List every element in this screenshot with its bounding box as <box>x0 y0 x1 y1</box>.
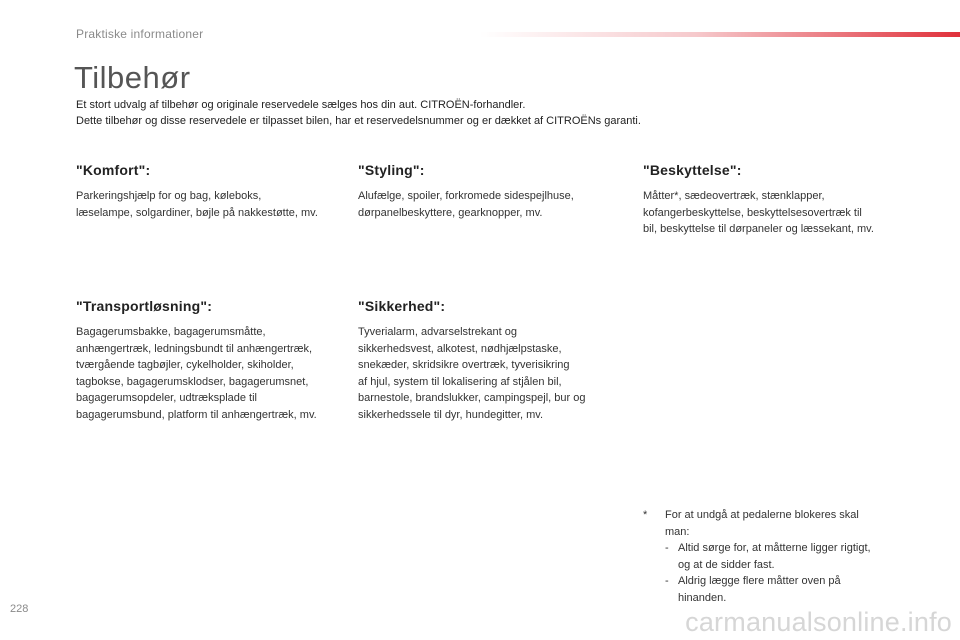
section-label: Praktiske informationer <box>76 27 204 41</box>
text-line: anhængertræk, ledningsbundt til anhængertræk, <box>76 342 313 355</box>
text-line: Tyverialarm, advarselstrekant og <box>358 326 517 338</box>
text-line: læselampe, solgardiner, bøjle på nakkestøtte, mv. <box>76 206 318 219</box>
text-line: kofangerbeskyttelse, beskyttelsesovertræk til <box>643 206 862 219</box>
text-line: snekæder, skridsikre overtræk, tyverisikring <box>358 359 570 371</box>
text-line: og at de sidder fast. <box>678 558 775 571</box>
page-number: 228 <box>10 603 29 615</box>
text-line: af hjul, system til lokalisering af stjålen bil, <box>358 375 562 388</box>
text-line: barnestole, brandslukker, campingspejl, bur og <box>358 392 586 404</box>
footnote <box>643 507 913 606</box>
category-beskyttelse <box>643 162 913 238</box>
category-text <box>76 324 351 423</box>
text-line: bagagerumsopdeler, udtræksplade til <box>76 392 258 404</box>
category-styling <box>358 162 633 221</box>
list-dash: - <box>665 542 669 554</box>
text-line: dørpanelbeskyttere, gearknopper, mv. <box>358 206 543 219</box>
intro-line: Et stort udvalg af tilbehør og originale reservedele sælges hos din aut. CITROËN-forhandler. <box>76 99 526 111</box>
footnote-item <box>665 540 913 573</box>
category-title: "Komfort": <box>76 162 151 178</box>
text-line: Bagagerumsbakke, bagagerumsmåtte, <box>76 326 266 338</box>
category-title: "Transportløsning": <box>76 298 213 314</box>
list-dash: - <box>665 575 669 587</box>
page-title: Tilbehør <box>74 60 191 95</box>
footnote-marker: * <box>643 509 648 521</box>
text-line: Aldrig lægge flere måtter oven på <box>678 575 841 587</box>
text-line: tværgående tagbøjler, cykelholder, skiholder, <box>76 359 294 371</box>
header-accent-bar <box>480 32 960 37</box>
footnote-intro <box>665 507 913 540</box>
text-line: bil, beskyttelse til dørpaneler og læssekant, mv. <box>643 223 874 235</box>
intro-line: Dette tilbehør og disse reservedele er tilpasset bilen, har et reservedelsnummer og er dækket af CITROËNs garanti. <box>76 114 641 127</box>
watermark: carmanualsonline.info <box>685 607 952 637</box>
category-title: "Sikkerhed": <box>358 298 446 314</box>
text-line: sikkerhedssele til dyr, hundegitter, mv. <box>358 408 544 421</box>
category-title: "Beskyttelse": <box>643 162 742 178</box>
text-line: Alufælge, spoiler, forkromede sidespejlhuse, <box>358 190 574 202</box>
category-komfort <box>76 162 351 221</box>
text-line: hinanden. <box>678 591 727 604</box>
text-line: Parkeringshjælp for og bag, køleboks, <box>76 190 262 202</box>
text-line: sikkerhedsvest, alkotest, nødhjælpstaske, <box>358 342 562 355</box>
category-text <box>358 324 633 423</box>
category-title: "Styling": <box>358 162 425 178</box>
intro-text <box>76 98 896 129</box>
text-line: For at undgå at pedalerne blokeres skal <box>665 509 859 521</box>
text-line: bagagerumsbund, platform til anhængertræk, mv. <box>76 408 317 421</box>
category-text <box>358 188 633 221</box>
category-text <box>76 188 351 221</box>
text-line: man: <box>665 525 690 538</box>
footnote-item <box>665 573 913 606</box>
category-sikkerhed <box>358 298 633 423</box>
text-line: Altid sørge for, at måtterne ligger rigtigt, <box>678 542 871 554</box>
text-line: Måtter*, sædeovertræk, stænklapper, <box>643 190 825 202</box>
text-line: tagbokse, bagagerumsklodser, bagagerumsnet, <box>76 375 309 388</box>
category-transportloesning <box>76 298 351 423</box>
category-text <box>643 188 913 238</box>
